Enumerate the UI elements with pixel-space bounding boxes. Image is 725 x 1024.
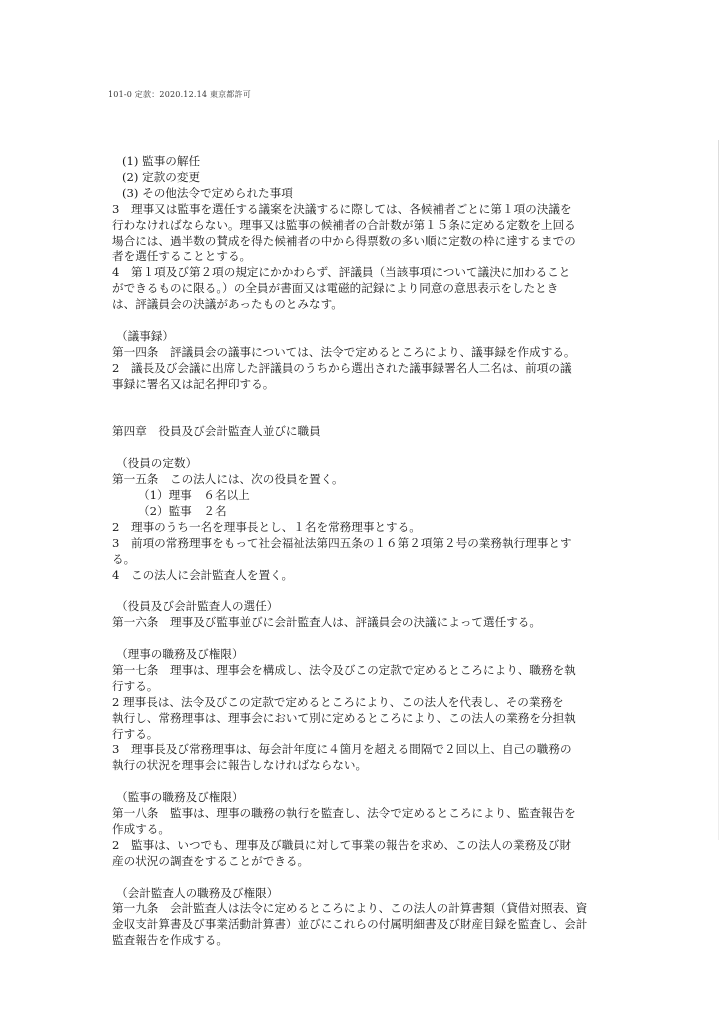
text-line: 2 議長及び会議に出席した評議員のうちから選出された議事録署名人二名は、前項の議 (112, 360, 572, 375)
blank-line (112, 774, 610, 790)
text-line: 監査報告を作成する。 (112, 933, 228, 948)
blank-line (112, 870, 610, 886)
section-caption: （会計監査人の職務及び権限） (116, 885, 279, 900)
text-line: 金収支計算書及び事業活動計算書）並びにこれらの付属明細書及び財産目録を監査し、会計 (112, 917, 588, 932)
text-line: 執行の状況を理事会に報告しなければならない。 (112, 758, 368, 773)
text-line: 場合には、過半数の賛成を得た候補者の中から得票数の多い順に定数の枠に達するまでの (112, 233, 576, 248)
page-edge-shadow (718, 140, 719, 840)
section-caption: （監事の職務及び権限） (116, 790, 244, 805)
text-line: 第一八条 監事は、理事の職務の執行を監査し、法令で定めるところにより、監査報告を (112, 806, 576, 821)
text-line: 4 この法人に会計監査人を置く。 (112, 567, 294, 582)
text-line: 第一九条 会計監査人は法令に定めるところにより、この法人の計算書類（貸借対照表、資 (112, 901, 588, 916)
text-line: 4 第１項及び第２項の規定にかかわらず、評議員（当該事項について議決に加わること (112, 265, 571, 280)
text-line: 第一四条 評議員会の議事については、法令で定めるところにより、議事録を作成する。 (112, 344, 576, 359)
text-line: 行する。 (112, 678, 159, 693)
list-item: （2）監事 ２名 (138, 503, 227, 518)
section-caption: （役員の定数） (116, 456, 198, 471)
blank-line (112, 583, 610, 599)
list-item: （1）理事 ６名以上 (138, 487, 250, 502)
text-line: 産の状況の調査をすることができる。 (112, 853, 310, 868)
text-line: 3 理事長及び常務理事は、毎会計年度に４箇月を超える間隔で２回以上、自己の職務の (112, 742, 572, 757)
text-line: 行わなければならない。理事又は監事の候補者の合計数が第１５条に定める定数を上回る (112, 217, 576, 232)
text-line: 者を選任することとする。 (112, 249, 252, 264)
text-line: 第一五条 この法人には、次の役員を置く。 (112, 472, 344, 487)
text-line: 第一七条 理事は、理事会を構成し、法令及びこの定款で定めるところにより、職務を執 (112, 662, 576, 677)
text-line: ができるものに限る。）の全員が書面又は電磁的記録により同意の意思表示をしたとき (112, 281, 559, 296)
section-caption: （理事の職務及び権限） (116, 647, 244, 662)
document-body (112, 154, 610, 949)
text-line: 2 理事のうち一名を理事長とし、１名を常務理事とする。 (112, 519, 421, 534)
blank-line (112, 393, 610, 425)
text-line: 3 前項の常務理事をもって社会福祉法第四五条の１６第２項第２号の業務執行理事とす (112, 535, 572, 550)
text-line: 2 監事は、いつでも、理事及び職員に対して事業の報告を求め、この法人の業務及び財 (112, 837, 572, 852)
section-caption: （役員及び会計監査人の選任） (116, 599, 279, 614)
blank-line (112, 631, 610, 647)
text-line: 行する。 (112, 726, 159, 741)
text-line: る。 (112, 551, 136, 566)
list-item: (3) その他法令で定められた事項 (122, 185, 293, 200)
header-note: 101-0 定款：2020.12.14 東京都許可 (108, 90, 251, 99)
text-line: 2 理事長は、法令及びこの定款で定めるところにより、この法人を代表し、その業務を (112, 694, 564, 709)
list-item: (1) 監事の解任 (122, 154, 201, 168)
text-line: 第一六条 理事及び監事並びに会計監査人は、評議員会の決議によって選任する。 (112, 615, 541, 630)
text-line: 事録に署名又は記名押印する。 (112, 376, 275, 391)
text-line: 第四章 役員及び会計監査人並びに職員 (112, 424, 321, 439)
text-line: は、評議員会の決議があったものとみなす。 (112, 297, 343, 312)
section-caption: （議事録） (116, 328, 174, 343)
list-item: (2) 定款の変更 (122, 169, 201, 184)
text-line: 3 理事又は監事を選任する議案を決議するに際しては、各候補者ごとに第１項の決議を (112, 201, 572, 216)
blank-line (112, 440, 610, 456)
text-line: 執行し、常務理事は、理事会において別に定めるところにより、この法人の業務を分担執 (112, 710, 576, 725)
text-line: 作成する。 (112, 821, 170, 836)
blank-line (112, 313, 610, 329)
